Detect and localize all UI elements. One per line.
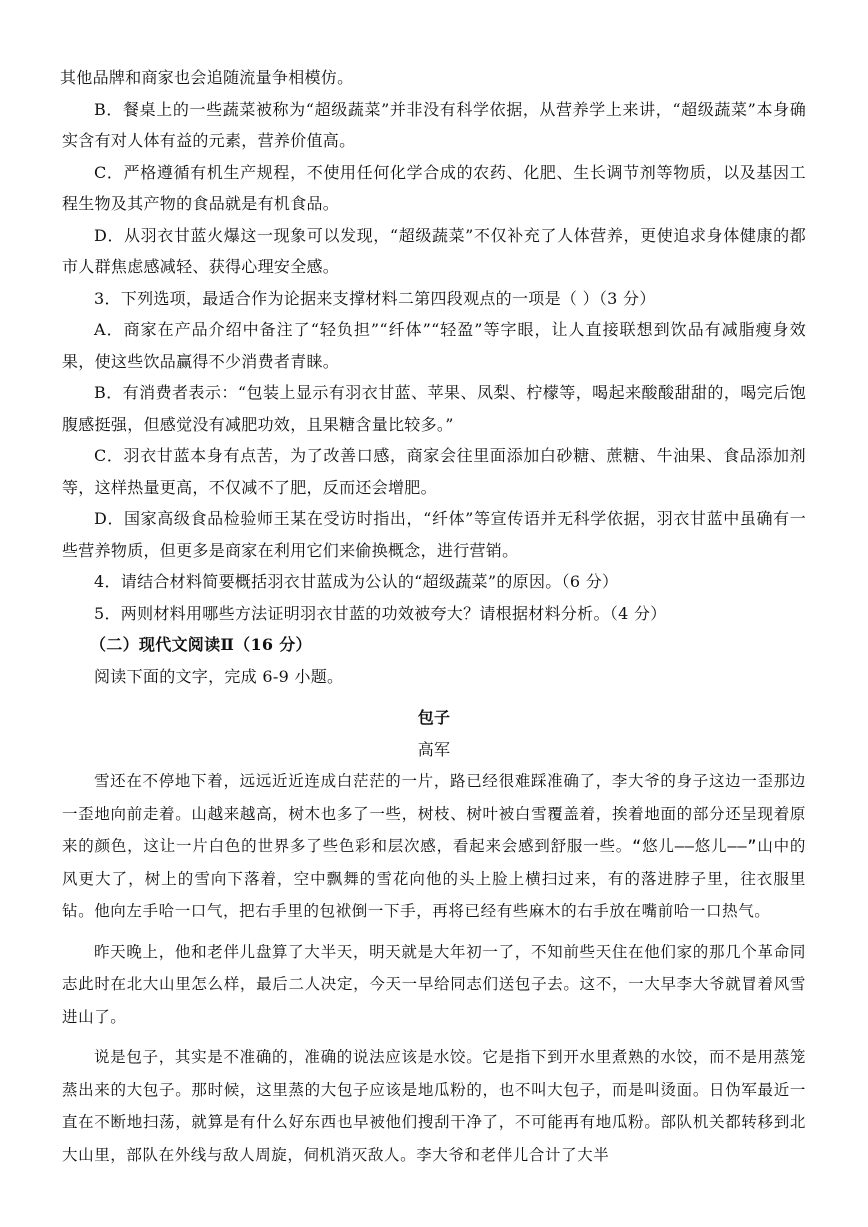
reading-instruction: 阅读下面的文字，完成 6-9 小题。: [94, 666, 344, 686]
story-paragraph-3: 说是包子，其实是不准确的，准确的说法应该是水饺。它是指下到开水里煮熟的水饺，而不是用蒸笼蒸出来的大包子。那时候，这里蒸的大包子应该是地瓜粉的，也不叫大包子，而是叫烫面。日伪军最近一直在不断地扫荡，就算是有什么好东西也早被他们搜刮干净了，不可能再有地瓜粉。部队机关都转移到北大山里，部队在外线与敌人周旋，伺机消灭敌人。李大爷和老伴儿合计了大半: [62, 1048, 806, 1164]
section-heading: （二）现代文阅读Ⅱ（16 分）: [90, 635, 312, 654]
story-author: 高军: [417, 739, 451, 759]
question-3-option-a: A．商家在产品介绍中备注了“轻负担”“纤体”“轻盈”等字眼，让人直接联想到饮品有减脂瘦身效果，使这些饮品赢得不少消费者青睐。: [62, 320, 806, 371]
option-d-prev: D．从羽衣甘蓝火爆这一现象可以发现，“超级蔬菜”不仅补充了人体营养，更使追求身体健康的都市人群焦虑感减轻、获得心理安全感。: [62, 225, 806, 276]
question-3-option-b: B．有消费者表示：“包装上显示有羽衣甘蓝、苹果、凤梨、柠檬等，喝起来酸酸甜甜的，喝完后饱腹感挺强，但感觉没有减肥功效，且果糖含量比较多。”: [62, 383, 806, 434]
question-4: 4．请结合材料简要概括羽衣甘蓝成为公认的“超级蔬菜”的原因。（6 分）: [94, 572, 619, 591]
question-5: 5．两则材料用哪些方法证明羽衣甘蓝的功效被夸大？请根据材料分析。（4 分）: [94, 603, 667, 623]
story-title: 包子: [417, 708, 451, 727]
option-b-prev: B．餐桌上的一些蔬菜被称为“超级蔬菜”并非没有科学依据，从营养学上来讲，“超级蔬菜”本身确实含有对人体有益的元素，营养价值高。: [62, 99, 806, 150]
story-paragraph-1: 雪还在不停地下着，远远近近连成白茫茫的一片，路已经很难踩准确了，李大爷的身子这边一歪那边一歪地向前走着。山越来越高，树木也多了一些，树枝、树叶被白雪覆盖着，挨着地面的部分还呈现着原来的颜色，这让一片白色的世界多了些色彩和层次感，看起来会感到舒服一些。“悠儿——悠儿——”山中的风更大了，树上的雪向下落着，空中飘舞的雪花向他的头上脸上横扫过来，有的落进脖子里，往衣服里钻。他向左手哈一口气，把右手里的包袱倒一下手，再将已经有些麻木的右手放在嘴前哈一口热气。: [62, 772, 806, 920]
option-c-prev: C．严格遵循有机生产规程，不使用任何化学合成的农药、化肥、生长调节剂等物质，以及基因工程生物及其产物的食品就是有机食品。: [62, 162, 806, 213]
paragraph-continuation: 其他品牌和商家也会追随流量争相模仿。: [60, 68, 354, 87]
question-3-option-d: D．国家高级食品检验师王某在受访时指出，“纤体”等宣传语并无科学依据，羽衣甘蓝中虽确有一些营养物质，但更多是商家在利用它们来偷换概念，进行营销。: [62, 509, 806, 560]
story-paragraph-2: 昨天晚上，他和老伴儿盘算了大半天，明天就是大年初一了，不知前些天住在他们家的那几个革命同志此时在北大山里怎么样，最后二人决定，今天一早给同志们送包子去。这不，一大早李大爷就冒着风雪进山了。: [62, 942, 806, 1026]
question-3-option-c: C．羽衣甘蓝本身有点苦，为了改善口感，商家会往里面添加白砂糖、蔗糖、牛油果、食品添加剂等，这样热量更高，不仅减不了肥，反而还会增肥。: [62, 446, 806, 497]
question-3: 3．下列选项，最适合作为论据来支撑材料二第四段观点的一项是（ ）（3 分）: [94, 288, 656, 308]
